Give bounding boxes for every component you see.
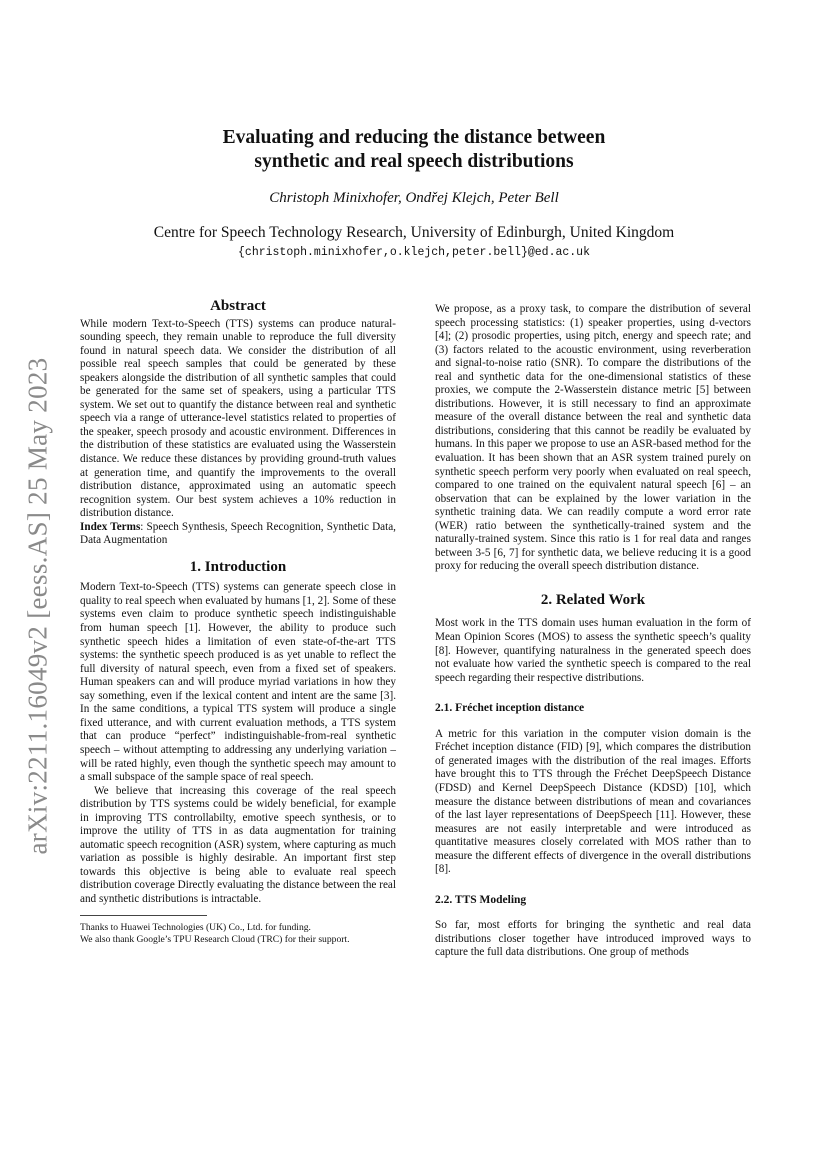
left-column xyxy=(80,300,396,947)
fid-paragraph: A metric for this variation in the computer vision domain is the Fréchet inception distance (FID) [9], which compares the distribution of generated images with the distribution of the real images. Efforts have brought this to TTS through the Fréchet DeepSpeech Distance (FDSD) and Kernel DeepSpeech Distance (KDSD) [10], which measure the distance between distributions of mean and covariances of the last layer representations of DeepSpeech [11]. However, these measures are not easily interpretable and were introduced as quantitative measures closely correlated with MOS rather than to measure the different effects of divergence in the overall distributions [8]. xyxy=(435,727,751,876)
intro-paragraph-3: We propose, as a proxy task, to compare the distribution of several speech processing statistics: (1) speaker properties, using d-vectors [4]; (2) prosodic properties, using pitch, energy and speech rate; and (3) factors related to the acoustic environment, using reverberation and signal-to-noise ratio (SNR). To compare the distributions of the real and synthetic data for the one-dimensional statistics of these proxies, we compute the 2-Wasserstein distance metric [5] between distributions. However, it is still necessary to find an approximate measure of the overall distance between the real and synthetic data distributions, considering that this cannot be readily be evaluated by humans. In this paper we propose to use an ASR-based method for the evaluation. It has been shown that an ASR system trained purely on synthetic speech perform very poorly when evaluated on real speech, compared to one trained on the equivalent natural speech [6] – an observation that can be explained by the lower variation in the synthetic training data. We can readily compute a word error rate (WER) ratio between the synthetically-trained system and the naturally-trained system. Since this ratio is 1 for real data and ranges between 3-5 [6, 7] for synthetic data, we believe reducing it is a good proxy for reducing the overall speech distribution distance. xyxy=(435,303,751,573)
paper-title xyxy=(80,126,748,174)
author-list: Christoph Minixhofer, Ondřej Klejch, Peter Bell xyxy=(269,190,559,206)
title-line-2: synthetic and real speech distributions xyxy=(254,151,574,172)
footnote-funding: Thanks to Huawei Technologies (UK) Co., Ltd. for funding. xyxy=(80,921,311,933)
author-emails: {christoph.minixhofer,o.klejch,peter.bell}@ed.ac.uk xyxy=(238,246,590,259)
intro-paragraph-1: Modern Text-to-Speech (TTS) systems can generate speech close in quality to real speech when evaluated by humans [1, 2]. Some of these systems even claim to produce synthetic speech indistinguishable from human speech [1]. However, the ability to produce such synthetic speech hides a limitation of even state-of-the-art TTS systems: the synthetic speech produced is as yet unable to reflect the full diversity of natural speech, even from a fixed set of speakers. Human speakers can and will produce myriad variations in how they say something, even if the lexical content and intent are the same [3]. In the same conditions, a typical TTS system will produce a single fixed utterance, and with current evaluation methods, a TTS system that can produce “perfect” indistinguishable-from-real synthetic speech – without attempting to addressing any underlying variation – will be rated highly, even though the synthetic speech may amount to a small subspace of the sample space of real speech. xyxy=(80,581,396,784)
affiliation: Centre for Speech Technology Research, University of Edinburgh, United Kingdom xyxy=(153,224,675,241)
index-terms-label: Index Terms xyxy=(80,520,141,533)
footnote-divider xyxy=(80,915,207,916)
related-work-paragraph: Most work in the TTS domain uses human evaluation in the form of Mean Opinion Scores (MOS) to assess the synthetic speech’s quality [8]. However, quantifying naturalness in the generated speech does not evaluate how varied the synthetic speech is compared to the real speech regarding their respective distributions. xyxy=(435,617,751,684)
index-terms-text: : Speech Synthesis, Speech Recognition, Synthetic Data, Data Augmentation xyxy=(80,520,396,547)
abstract-body: While modern Text-to-Speech (TTS) systems can produce natural-sounding speech, they remain unable to reproduce the full diversity found in natural speech data. We consider the distribution of all possible real speech samples that could be generated by these speakers alongside the distribution of all synthetic samples that could be generated for the same set of speakers, using a particular TTS system. We set out to quantify the distance between real and synthetic speech via a range of utterance-level statistics related to properties of the speaker, speech prosody and acoustic environment. Differences in the distribution of these statistics are evaluated using the Wasserstein distance. We reduce these distances by providing ground-truth values at generation time, and quantify the improvements to the overall distribution distance, approximated using an automatic speech recognition system. Our best system achieves a 10% reduction in distribution distance. xyxy=(80,317,396,520)
tts-modeling-paragraph: So far, most efforts for bringing the synthetic and real data distributions closer together have introduced improved ways to capture the full data distributions. One group of methods xyxy=(435,919,751,959)
footnote-tpu: We also thank Google’s TPU Research Cloud (TRC) for their support. xyxy=(80,934,350,946)
arxiv-sidebar xyxy=(8,346,68,866)
related-work-heading: 2. Related Work xyxy=(540,591,646,608)
title-line-1: Evaluating and reducing the distance between xyxy=(222,127,606,148)
intro-paragraph-2: We believe that increasing this coverage of the real speech distribution by TTS systems could be widely beneficial, for example in improving TTS controllabilty, emotive speech synthesis, or to improve the utility of TTS in as data augmentation for training automatic speech recognition (ASR) system, where capturing as much variation as possible is highly desirable. An important first step towards this objective is being able to evaluate real speech distribution coverage Directly evaluating the distance between the real and synthetic distributions is intractable. xyxy=(80,784,396,905)
index-terms xyxy=(80,521,396,548)
right-column xyxy=(435,303,751,960)
fid-subheading: 2.1. Fréchet inception distance xyxy=(435,702,585,715)
tts-modeling-subheading: 2.2. TTS Modeling xyxy=(435,893,527,906)
introduction-heading: 1. Introduction xyxy=(189,558,287,575)
abstract-heading: Abstract xyxy=(210,298,266,314)
arxiv-identifier: arXiv:2211.16049v2 [eess.AS] 25 May 2023 xyxy=(22,357,53,855)
